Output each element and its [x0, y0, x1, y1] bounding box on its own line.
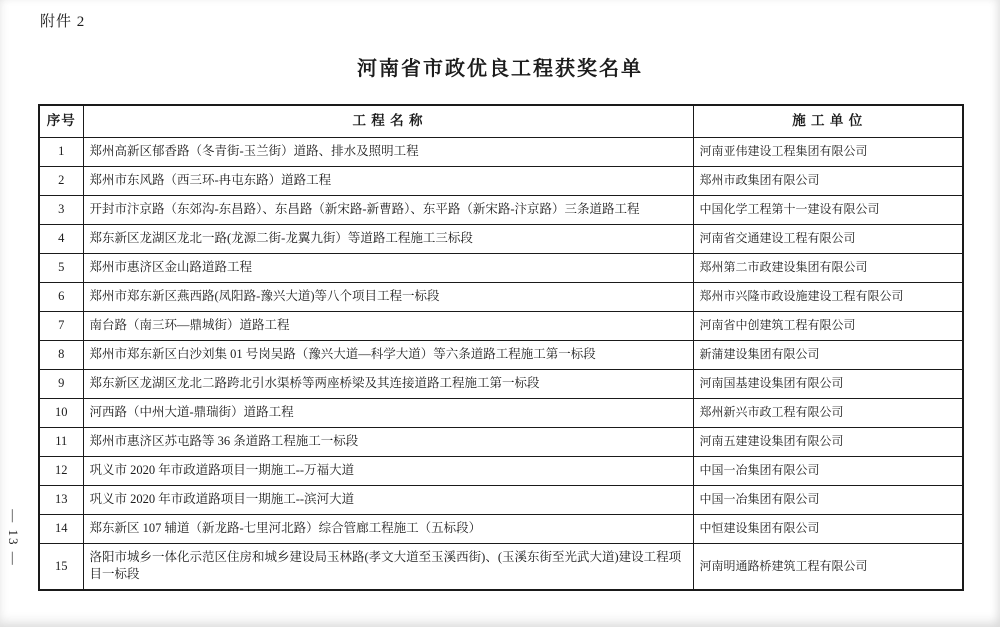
cell-no: 1 [39, 137, 83, 166]
cell-company: 河南省交通建设工程有限公司 [693, 224, 963, 253]
table-row [39, 224, 963, 253]
table-row [39, 369, 963, 398]
cell-no: 14 [39, 514, 83, 543]
cell-project: 郑州市郑东新区白沙刘集 01 号岗吴路（豫兴大道—科学大道）等六条道路工程施工第一标段 [83, 340, 693, 369]
cell-company: 河南明通路桥建筑工程有限公司 [693, 543, 963, 590]
award-table [38, 104, 964, 591]
cell-no: 9 [39, 369, 83, 398]
cell-company: 郑州第二市政建设集团有限公司 [693, 253, 963, 282]
table-row [39, 456, 963, 485]
cell-no: 6 [39, 282, 83, 311]
cell-project: 郑东新区龙湖区龙北二路跨北引水渠桥等两座桥梁及其连接道路工程施工第一标段 [83, 369, 693, 398]
cell-company: 中恒建设集团有限公司 [693, 514, 963, 543]
cell-company: 河南省中创建筑工程有限公司 [693, 311, 963, 340]
table-row [39, 427, 963, 456]
cell-no: 3 [39, 195, 83, 224]
cell-company: 郑州新兴市政工程有限公司 [693, 398, 963, 427]
cell-no: 8 [39, 340, 83, 369]
table-row [39, 514, 963, 543]
cell-project: 郑州高新区郁香路（冬青街-玉兰街）道路、排水及照明工程 [83, 137, 693, 166]
cell-project: 巩义市 2020 年市政道路项目一期施工--滨河大道 [83, 485, 693, 514]
cell-company: 中国一冶集团有限公司 [693, 485, 963, 514]
table-row [39, 253, 963, 282]
cell-project: 郑东新区龙湖区龙北一路(龙源二街-龙翼九街）等道路工程施工三标段 [83, 224, 693, 253]
cell-project: 郑州市惠济区金山路道路工程 [83, 253, 693, 282]
cell-project: 郑州市惠济区苏屯路等 36 条道路工程施工一标段 [83, 427, 693, 456]
cell-company: 中国化学工程第十一建设有限公司 [693, 195, 963, 224]
cell-company: 河南亚伟建设工程集团有限公司 [693, 137, 963, 166]
cell-no: 2 [39, 166, 83, 195]
table-header-row [39, 105, 963, 137]
table-row [39, 543, 963, 590]
cell-no: 11 [39, 427, 83, 456]
cell-project: 南台路（南三环—鼎城街）道路工程 [83, 311, 693, 340]
cell-no: 4 [39, 224, 83, 253]
cell-company: 新蒲建设集团有限公司 [693, 340, 963, 369]
attachment-label: 附件 2 [40, 14, 86, 30]
cell-project: 开封市汴京路（东郊沟-东昌路）、东昌路（新宋路-新曹路）、东平路（新宋路-汴京路）三条道路工程 [83, 195, 693, 224]
cell-no: 7 [39, 311, 83, 340]
table-row [39, 137, 963, 166]
page-number [0, 488, 26, 588]
table-row [39, 166, 963, 195]
header-no: 序号 [39, 105, 83, 137]
cell-no: 12 [39, 456, 83, 485]
cell-project: 郑州市东风路（西三环-冉屯东路）道路工程 [83, 166, 693, 195]
cell-project: 郑东新区 107 辅道（新龙路-七里河北路）综合管廊工程施工（五标段） [83, 514, 693, 543]
table-row [39, 311, 963, 340]
cell-company: 河南五建建设集团有限公司 [693, 427, 963, 456]
cell-project: 河西路（中州大道-鼎瑞街）道路工程 [83, 398, 693, 427]
cell-no: 10 [39, 398, 83, 427]
cell-project: 洛阳市城乡一体化示范区住房和城乡建设局玉林路(孝文大道至玉溪西街)、(玉溪东街至光武大道)建设工程项目一标段 [83, 543, 693, 590]
table-row [39, 282, 963, 311]
cell-no: 13 [39, 485, 83, 514]
cell-company: 郑州市兴隆市政设施建设工程有限公司 [693, 282, 963, 311]
page-title: 河南省市政优良工程获奖名单 [357, 58, 643, 80]
table-row [39, 485, 963, 514]
cell-no: 15 [39, 543, 83, 590]
cell-project: 郑州市郑东新区燕西路(凤阳路-豫兴大道)等八个项目工程一标段 [83, 282, 693, 311]
table-row [39, 398, 963, 427]
cell-company: 河南国基建设集团有限公司 [693, 369, 963, 398]
cell-no: 5 [39, 253, 83, 282]
cell-project: 巩义市 2020 年市政道路项目一期施工--万福大道 [83, 456, 693, 485]
cell-company: 郑州市政集团有限公司 [693, 166, 963, 195]
page-number-text: — 13 — [6, 509, 21, 567]
table-row [39, 340, 963, 369]
table-row [39, 195, 963, 224]
header-project: 工 程 名 称 [83, 105, 693, 137]
cell-company: 中国一冶集团有限公司 [693, 456, 963, 485]
header-company: 施 工 单 位 [693, 105, 963, 137]
